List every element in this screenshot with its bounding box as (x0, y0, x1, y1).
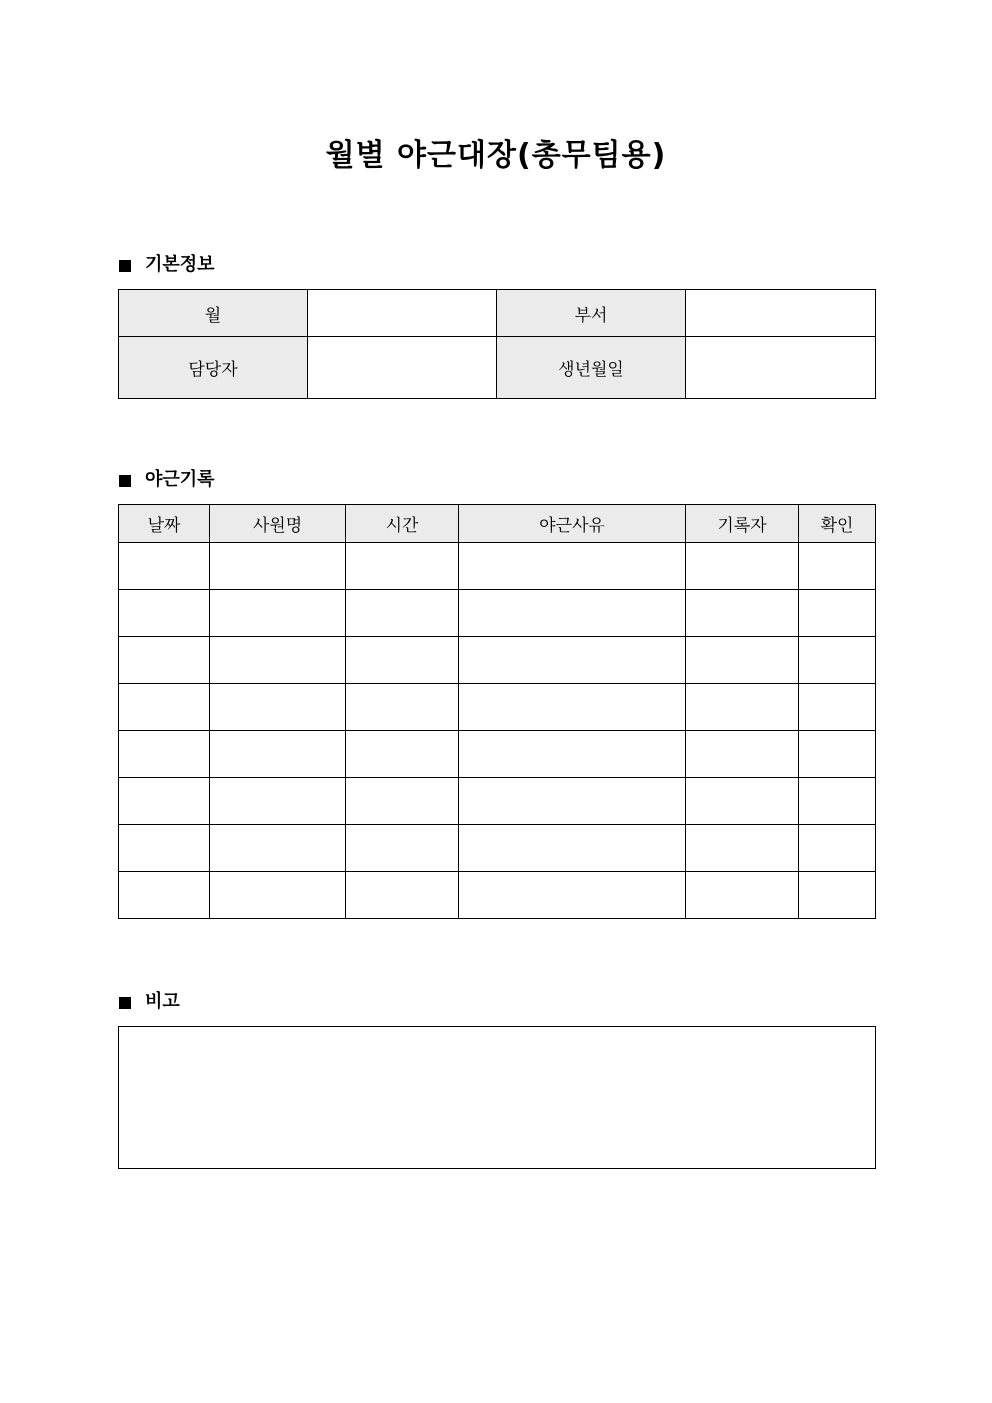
confirm-cell[interactable] (799, 872, 876, 919)
employee-name-cell[interactable] (210, 731, 346, 778)
recorder-cell[interactable] (686, 872, 799, 919)
square-bullet-icon (119, 260, 131, 272)
hours-cell[interactable] (346, 590, 459, 637)
date-cell[interactable] (119, 590, 210, 637)
recorder-cell[interactable] (686, 637, 799, 684)
document-title: 월별 야근대장(총무팀용) (325, 138, 667, 173)
date-cell[interactable] (119, 778, 210, 825)
table-row (119, 684, 876, 731)
column-header-date: 날짜 (119, 505, 210, 543)
reason-cell[interactable] (459, 637, 686, 684)
employee-name-cell[interactable] (210, 872, 346, 919)
column-header-reason: 야근사유 (459, 505, 686, 543)
overtime-record-table (118, 504, 876, 919)
table-row (119, 778, 876, 825)
recorder-cell[interactable] (686, 543, 799, 590)
recorder-cell[interactable] (686, 731, 799, 778)
hours-cell[interactable] (346, 872, 459, 919)
month-field[interactable] (308, 290, 497, 337)
hours-cell[interactable] (346, 637, 459, 684)
manager-field[interactable] (308, 337, 497, 399)
department-field[interactable] (686, 290, 876, 337)
basic-info-table (118, 289, 876, 399)
hours-cell[interactable] (346, 778, 459, 825)
reason-cell[interactable] (459, 825, 686, 872)
manager-label: 담당자 (119, 337, 308, 399)
reason-cell[interactable] (459, 684, 686, 731)
employee-name-cell[interactable] (210, 590, 346, 637)
confirm-cell[interactable] (799, 684, 876, 731)
employee-name-cell[interactable] (210, 778, 346, 825)
column-header-hours: 시간 (346, 505, 459, 543)
employee-name-cell[interactable] (210, 825, 346, 872)
employee-name-cell[interactable] (210, 543, 346, 590)
column-header-confirm: 확인 (799, 505, 876, 543)
recorder-cell[interactable] (686, 825, 799, 872)
table-row (119, 731, 876, 778)
basic-info-heading-text: 기본정보 (145, 254, 215, 275)
date-cell[interactable] (119, 637, 210, 684)
column-header-recorder: 기록자 (686, 505, 799, 543)
employee-name-cell[interactable] (210, 684, 346, 731)
date-cell[interactable] (119, 825, 210, 872)
reason-cell[interactable] (459, 543, 686, 590)
confirm-cell[interactable] (799, 825, 876, 872)
remarks-heading (119, 990, 180, 1014)
square-bullet-icon (119, 997, 131, 1009)
confirm-cell[interactable] (799, 778, 876, 825)
recorder-cell[interactable] (686, 778, 799, 825)
recorder-cell[interactable] (686, 590, 799, 637)
reason-cell[interactable] (459, 731, 686, 778)
remarks-heading-text: 비고 (145, 991, 180, 1012)
confirm-cell[interactable] (799, 637, 876, 684)
employee-name-cell[interactable] (210, 637, 346, 684)
table-row (119, 590, 876, 637)
department-label: 부서 (497, 290, 686, 337)
date-cell[interactable] (119, 684, 210, 731)
hours-cell[interactable] (346, 731, 459, 778)
reason-cell[interactable] (459, 778, 686, 825)
overtime-record-heading (119, 468, 215, 492)
overtime-record-heading-text: 야근기록 (145, 469, 215, 490)
month-label: 월 (119, 290, 308, 337)
hours-cell[interactable] (346, 825, 459, 872)
recorder-cell[interactable] (686, 684, 799, 731)
confirm-cell[interactable] (799, 590, 876, 637)
confirm-cell[interactable] (799, 543, 876, 590)
table-row (119, 825, 876, 872)
date-cell[interactable] (119, 872, 210, 919)
table-row (119, 872, 876, 919)
column-header-employee-name: 사원명 (210, 505, 346, 543)
table-row (119, 637, 876, 684)
date-cell[interactable] (119, 731, 210, 778)
table-row (119, 543, 876, 590)
hours-cell[interactable] (346, 684, 459, 731)
remarks-box[interactable] (118, 1026, 876, 1169)
reason-cell[interactable] (459, 872, 686, 919)
birthdate-label: 생년월일 (497, 337, 686, 399)
basic-info-heading (119, 253, 215, 277)
reason-cell[interactable] (459, 590, 686, 637)
hours-cell[interactable] (346, 543, 459, 590)
date-cell[interactable] (119, 543, 210, 590)
square-bullet-icon (119, 475, 131, 487)
confirm-cell[interactable] (799, 731, 876, 778)
birthdate-field[interactable] (686, 337, 876, 399)
